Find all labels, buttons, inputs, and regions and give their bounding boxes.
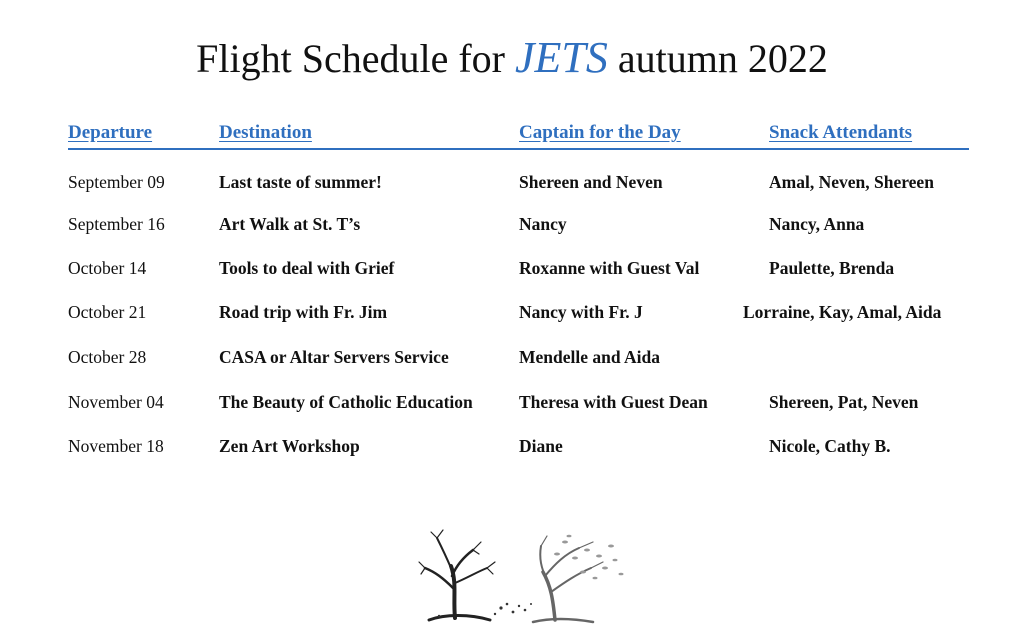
- row-departure: November 04: [68, 392, 164, 412]
- schedule-row: [68, 436, 969, 462]
- row-departure: October 14: [68, 258, 147, 278]
- row-captain: Mendelle and Aida: [519, 347, 660, 367]
- row-destination: Last taste of summer!: [219, 172, 382, 192]
- row-snack-attendants: Nancy, Anna: [769, 214, 865, 234]
- autumn-trees-icon: [415, 528, 635, 626]
- row-destination: Art Walk at St. T’s: [219, 214, 361, 234]
- row-captain: Roxanne with Guest Val: [519, 258, 700, 278]
- header-destination: Destination: [219, 122, 312, 143]
- schedule-row: [68, 392, 969, 418]
- schedule-row: [68, 258, 969, 284]
- row-destination: The Beauty of Catholic Education: [219, 392, 473, 412]
- row-captain: Diane: [519, 436, 563, 456]
- header-captain: Captain for the Day: [519, 122, 681, 143]
- row-snack-attendants: Paulette, Brenda: [769, 258, 895, 278]
- row-snack-attendants: Lorraine, Kay, Amal, Aida: [743, 302, 942, 322]
- row-destination: Zen Art Workshop: [219, 436, 360, 456]
- row-departure: October 28: [68, 347, 147, 367]
- schedule-row: [68, 347, 969, 373]
- title-prefix: Flight Schedule for: [196, 36, 505, 81]
- row-destination: Road trip with Fr. Jim: [219, 302, 388, 322]
- row-departure: October 21: [68, 302, 147, 322]
- row-departure: September 09: [68, 172, 165, 192]
- row-departure: November 18: [68, 436, 164, 456]
- schedule-header-row: [68, 122, 969, 150]
- row-snack-attendants: Shereen, Pat, Neven: [769, 392, 919, 412]
- row-captain: Nancy with Fr. J: [519, 302, 643, 322]
- row-destination: Tools to deal with Grief: [219, 258, 395, 278]
- row-destination: CASA or Altar Servers Service: [219, 347, 449, 367]
- schedule-row: [68, 172, 969, 198]
- row-captain: Nancy: [519, 214, 567, 234]
- row-departure: September 16: [68, 214, 165, 234]
- header-departure: Departure: [68, 122, 153, 143]
- schedule-row: [68, 302, 969, 328]
- row-captain: Shereen and Neven: [519, 172, 663, 192]
- schedule-row: [68, 214, 969, 240]
- title-suffix: autumn 2022: [617, 36, 828, 81]
- row-snack-attendants: Amal, Neven, Shereen: [769, 172, 934, 192]
- title-accent-jets: JETS: [514, 33, 608, 82]
- header-snack-attendants: Snack Attendants: [769, 122, 913, 143]
- row-snack-attendants: Nicole, Cathy B.: [769, 436, 891, 456]
- row-captain: Theresa with Guest Dean: [519, 392, 708, 412]
- page-title: [0, 30, 1024, 87]
